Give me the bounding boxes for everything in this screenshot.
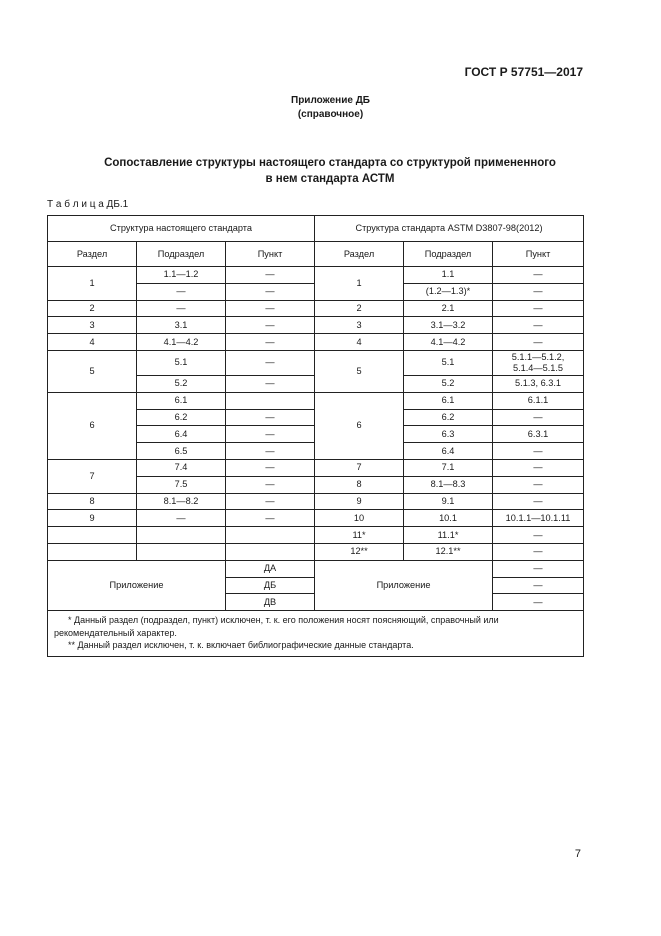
cell-left-podrazdel: 7.4 (137, 459, 226, 476)
document-code: ГОСТ Р 57751—2017 (464, 65, 583, 79)
cell-right-podrazdel: 6.4 (404, 443, 493, 460)
table-row (48, 459, 584, 476)
cell-right-razdel: 1 (315, 267, 404, 301)
cell-left-razdel: 1 (48, 267, 137, 301)
cell-right-razdel: 8 (315, 476, 404, 493)
cell-left-podrazdel: 1.1—1.2 (137, 267, 226, 284)
cell-right-punkt: 6.3.1 (493, 426, 584, 443)
cell-left-punkt: — (226, 267, 315, 284)
cell-right-podrazdel: 6.3 (404, 426, 493, 443)
cell-right-punkt-line-2: 5.1.4—5.1.5 (512, 362, 564, 373)
cell-right-podrazdel: 11.1* (404, 527, 493, 544)
cell-right-punkt: 6.1.1 (493, 392, 584, 409)
cell-left-punkt: — (226, 409, 315, 426)
cell-right-podrazdel: 4.1—4.2 (404, 334, 493, 351)
cell-right-punkt: — (493, 527, 584, 544)
cell-right-podrazdel: 5.1 (404, 350, 493, 375)
cell-left-razdel (48, 527, 137, 544)
comparison-table (47, 215, 584, 657)
cell-right-punkt: 5.1.3, 6.3.1 (493, 375, 584, 392)
col-header-podrazdel: Подраздел (404, 242, 493, 267)
cell-left-punkt (226, 543, 315, 560)
cell-left-razdel: 2 (48, 300, 137, 317)
footnote-1: * Данный раздел (подраздел, пункт) исключен, т. к. его положения носят поясняющий, справочный или рекомендательный характер. (54, 615, 499, 638)
table-column-header-row (48, 242, 584, 267)
header-this-standard: Структура настоящего стандарта (48, 216, 315, 242)
footnote-2: ** Данный раздел исключен, т. к. включает библиографические данные стандарта. (68, 640, 414, 651)
cell-right-punkt: — (493, 283, 584, 300)
cell-right-podrazdel: 7.1 (404, 459, 493, 476)
cell-left-podrazdel: 4.1—4.2 (137, 334, 226, 351)
table-row (48, 334, 584, 351)
page-number: 7 (574, 848, 581, 860)
cell-right-punkt: — (493, 334, 584, 351)
cell-right-razdel: 2 (315, 300, 404, 317)
cell-right-razdel: 10 (315, 510, 404, 527)
section-title (60, 155, 600, 187)
table-notes (48, 611, 584, 657)
cell-right-podrazdel: 8.1—8.3 (404, 476, 493, 493)
cell-left-podrazdel: 8.1—8.2 (137, 493, 226, 510)
cell-left-podrazdel: 5.2 (137, 375, 226, 392)
cell-right-punkt: 10.1.1—10.1.11 (493, 510, 584, 527)
table-notes-row (48, 611, 584, 657)
header-astm-standard: Структура стандарта ASTM D3807-98(2012) (315, 216, 584, 242)
appendix-heading (0, 94, 661, 122)
cell-right-punkt: — (493, 594, 584, 611)
table-row (48, 510, 584, 527)
cell-right-punkt: — (493, 543, 584, 560)
cell-appendix-item: ДА (226, 560, 315, 577)
cell-left-razdel: 5 (48, 350, 137, 392)
cell-left-razdel: 7 (48, 459, 137, 493)
cell-right-podrazdel: 10.1 (404, 510, 493, 527)
cell-left-razdel: 8 (48, 493, 137, 510)
appendix-title: Приложение ДБ (291, 95, 370, 106)
cell-left-podrazdel: — (137, 300, 226, 317)
cell-right-podrazdel: (1.2—1.3)* (404, 283, 493, 300)
cell-left-podrazdel: — (137, 510, 226, 527)
cell-right-razdel: 12** (315, 543, 404, 560)
cell-left-punkt: — (226, 300, 315, 317)
cell-right-podrazdel: 2.1 (404, 300, 493, 317)
cell-right-razdel: 7 (315, 459, 404, 476)
cell-left-punkt: — (226, 443, 315, 460)
cell-right-razdel: 3 (315, 317, 404, 334)
table-row (48, 267, 584, 284)
cell-left-punkt: — (226, 476, 315, 493)
cell-right-razdel: 5 (315, 350, 404, 392)
section-title-line-2: в нем стандарта АСТМ (265, 173, 395, 185)
cell-right-appendix-label: Приложение (315, 560, 493, 610)
cell-right-punkt: — (493, 267, 584, 284)
cell-right-punkt: — (493, 317, 584, 334)
table-row (48, 527, 584, 544)
cell-right-podrazdel: 6.1 (404, 392, 493, 409)
col-header-punkt: Пункт (226, 242, 315, 267)
table-row (48, 493, 584, 510)
table-row (48, 543, 584, 560)
cell-left-punkt: — (226, 510, 315, 527)
cell-left-razdel (48, 543, 137, 560)
cell-appendix-item: ДВ (226, 594, 315, 611)
cell-left-punkt: — (226, 350, 315, 375)
cell-left-punkt: — (226, 375, 315, 392)
cell-left-razdel: 3 (48, 317, 137, 334)
cell-right-podrazdel: 6.2 (404, 409, 493, 426)
col-header-razdel: Раздел (48, 242, 137, 267)
table-group-header-row (48, 216, 584, 242)
cell-right-podrazdel: 9.1 (404, 493, 493, 510)
cell-right-podrazdel: 1.1 (404, 267, 493, 284)
cell-left-podrazdel: 3.1 (137, 317, 226, 334)
cell-left-podrazdel: 6.4 (137, 426, 226, 443)
cell-right-punkt: — (493, 577, 584, 594)
col-header-punkt: Пункт (493, 242, 584, 267)
appendix-subtitle: (справочное) (297, 109, 364, 120)
cell-right-razdel: 6 (315, 392, 404, 459)
cell-left-punkt: — (226, 459, 315, 476)
table-row (48, 300, 584, 317)
cell-right-punkt: — (493, 560, 584, 577)
cell-left-podrazdel (137, 543, 226, 560)
cell-right-punkt: — (493, 459, 584, 476)
cell-left-podrazdel: — (137, 283, 226, 300)
table-row (48, 350, 584, 375)
cell-left-podrazdel: 6.1 (137, 392, 226, 409)
cell-right-punkt: — (493, 476, 584, 493)
cell-left-podrazdel: 6.5 (137, 443, 226, 460)
cell-left-podrazdel (137, 527, 226, 544)
cell-left-punkt: — (226, 283, 315, 300)
cell-left-punkt: — (226, 334, 315, 351)
col-header-podrazdel: Подраздел (137, 242, 226, 267)
cell-appendix-item: ДБ (226, 577, 315, 594)
section-title-line-1: Сопоставление структуры настоящего стандарта со структурой примененного (104, 157, 556, 169)
table-row (48, 317, 584, 334)
cell-right-punkt: — (493, 443, 584, 460)
cell-left-podrazdel: 6.2 (137, 409, 226, 426)
cell-right-razdel: 11* (315, 527, 404, 544)
cell-left-punkt (226, 527, 315, 544)
cell-right-punkt (493, 350, 584, 375)
cell-left-podrazdel: 5.1 (137, 350, 226, 375)
cell-left-razdel: 9 (48, 510, 137, 527)
table-row (48, 392, 584, 409)
cell-left-podrazdel: 7.5 (137, 476, 226, 493)
cell-right-razdel: 9 (315, 493, 404, 510)
cell-left-punkt: — (226, 317, 315, 334)
cell-left-punkt: — (226, 493, 315, 510)
cell-right-podrazdel: 5.2 (404, 375, 493, 392)
cell-left-appendix-label: Приложение (48, 560, 226, 610)
cell-left-punkt: — (226, 426, 315, 443)
cell-right-punkt-line-1: 5.1.1—5.1.2, (511, 351, 565, 362)
cell-right-punkt: — (493, 409, 584, 426)
cell-right-punkt: — (493, 300, 584, 317)
table-caption: Т а б л и ц а ДБ.1 (47, 199, 129, 210)
cell-right-punkt: — (493, 493, 584, 510)
cell-left-razdel: 4 (48, 334, 137, 351)
cell-left-punkt (226, 392, 315, 409)
col-header-razdel: Раздел (315, 242, 404, 267)
cell-right-podrazdel: 3.1—3.2 (404, 317, 493, 334)
cell-right-razdel: 4 (315, 334, 404, 351)
cell-right-podrazdel: 12.1** (404, 543, 493, 560)
cell-left-razdel: 6 (48, 392, 137, 459)
table-row-appendix (48, 560, 584, 577)
